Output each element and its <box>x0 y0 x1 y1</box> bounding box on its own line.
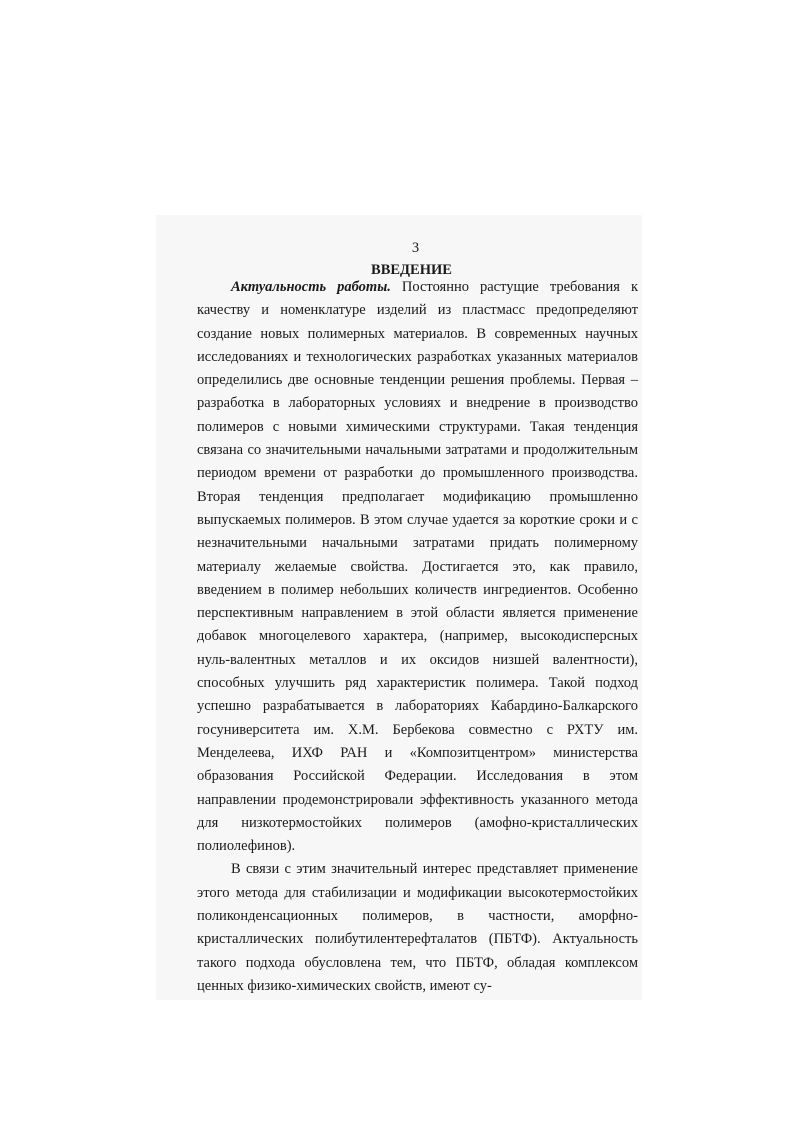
paragraph-lead-in: Актуальность работы. <box>231 279 391 295</box>
paragraph-method <box>197 858 638 998</box>
paragraph-text: Постоянно растущие требования к качеству и номенклатуре изделий из пластмасс предопределяют создание новых полимерных материалов. В современных научных исследованиях и технологических разработках указанных материалов определились две основные тенденции решения проблемы. Первая – разработка в лабораторных условиях и внедрение в производство полимеров с новыми химическими структурами. Такая тенденция связана со значительными начальными затратами и продолжительным периодом времени от разработки до промышленного производства. Вторая тенденция предполагает модификацию промышленно выпускаемых полимеров. В этом случае удается за короткие сроки и с незначительными начальными затратами придать полимерному материалу желаемые свойства. Достигается это, как правило, введением в полимер небольших количеств ингредиентов. Особенно перспективным направлением в этой области является применение добавок многоцелевого характера, (например, высокодисперсных нуль-валентных металлов и их оксидов низшей валентности), способных улучшить ряд характеристик полимера. Такой подход успешно разрабатывается в лабораториях Кабардино-Балкарского госуниверситета им. Х.М. Бербекова совместно с РХТУ им. Менделеева, ИХФ РАН и «Композитцентром» министерства образования Российской Федерации. Исследования в этом направлении продемонстрировали эффективность указанного метода для низкотермостойких полимеров (амофно-кристаллических полиолефинов). <box>197 279 638 855</box>
paragraph-text: В связи с этим значительный интерес представляет применение этого метода для стабилизации и модификации высокотермостойких поликонденсационных полимеров, в частности, аморфно-кристаллических полибутилентерефталатов (ПБТФ). Актуальность такого подхода обусловлена тем, что ПБТФ, обладая комплексом ценных физико-химических свойств, имеют су- <box>197 861 638 994</box>
body-text <box>197 276 638 998</box>
section-heading: ВВЕДЕНИЕ <box>371 262 452 278</box>
page-number: 3 <box>411 240 420 256</box>
paragraph-relevance <box>197 276 638 858</box>
